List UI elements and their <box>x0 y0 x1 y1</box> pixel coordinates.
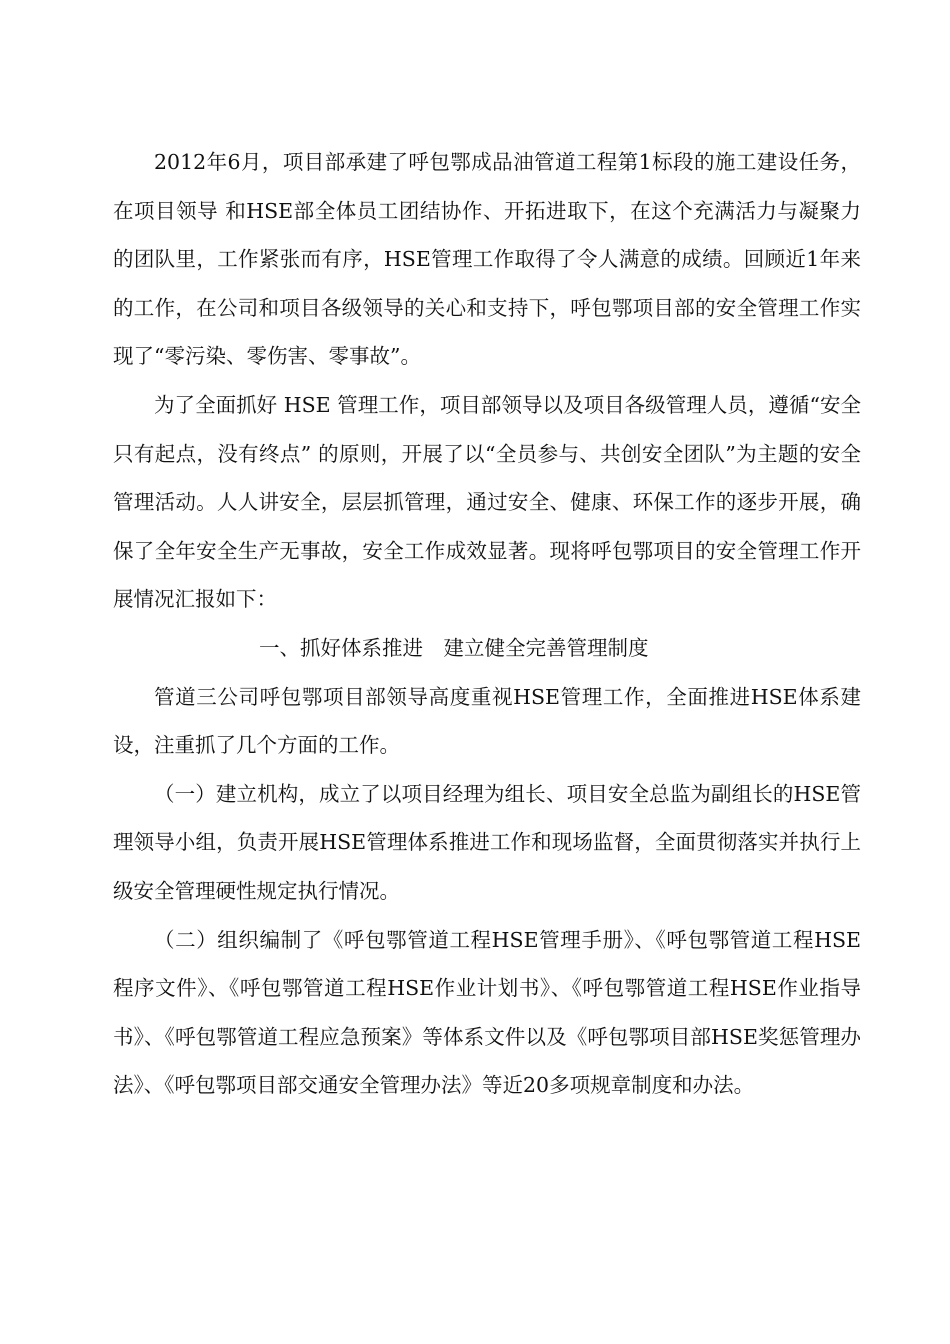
paragraph-item-one: （一）建立机构，成立了以项目经理为组长、项目安全总监为副组长的HSE管理领导小组，负责开展HSE管理体系推进工作和现场监督，全面贯彻落实并执行上级安全管理硬性规定执行情况。 <box>113 781 861 903</box>
section-heading: 一、抓好体系推进 建立健全完善管理制度 <box>259 635 649 660</box>
paragraph-project-overview: 2012年6月，项目部承建了呼包鄂成品油管道工程第1标段的施工建设任务，在项目领导 和HSE部全体员工团结协作、开拓进取下，在这个充满活力与凝聚力的团队里，工作紧张而有序，HSE管理工作取得了令人满意的成绩。回顾近1年来的工作，在公司和项目各级领导的关心和支持下，呼包鄂项目部的安全管理工作实现了“零污染、零伤害、零事故”。 <box>113 150 861 369</box>
paragraph-hse-system: 管道三公司呼包鄂项目部领导高度重视HSE管理工作，全面推进HSE体系建设，注重抓了几个方面的工作。 <box>113 684 861 758</box>
paragraph-safety-activity: 为了全面抓好 HSE 管理工作，项目部领导以及项目各级管理人员，遵循“安全只有起点，没有终点” 的原则，开展了以“全员参与、共创安全团队”为主题的安全管理活动。人人讲安全，层层抓管理，通过安全、健康、环保工作的逐步开展，确保了全年安全生产无事故，安全工作成效显著。现将呼包鄂项目的安全管理工作开展情况汇报如下： <box>113 392 861 612</box>
paragraph-item-two: （二）组织编制了《呼包鄂管道工程HSE管理手册》、《呼包鄂管道工程HSE程序文件》、《呼包鄂管道工程HSE作业计划书》、《呼包鄂管道工程HSE作业指导书》、《呼包鄂管道工程应急预案》等体系文件以及《呼包鄂项目部HSE奖惩管理办法》、《呼包鄂项目部交通安全管理办法》等近20多项规章制度和办法。 <box>113 927 861 1098</box>
document-body <box>113 138 861 1110</box>
